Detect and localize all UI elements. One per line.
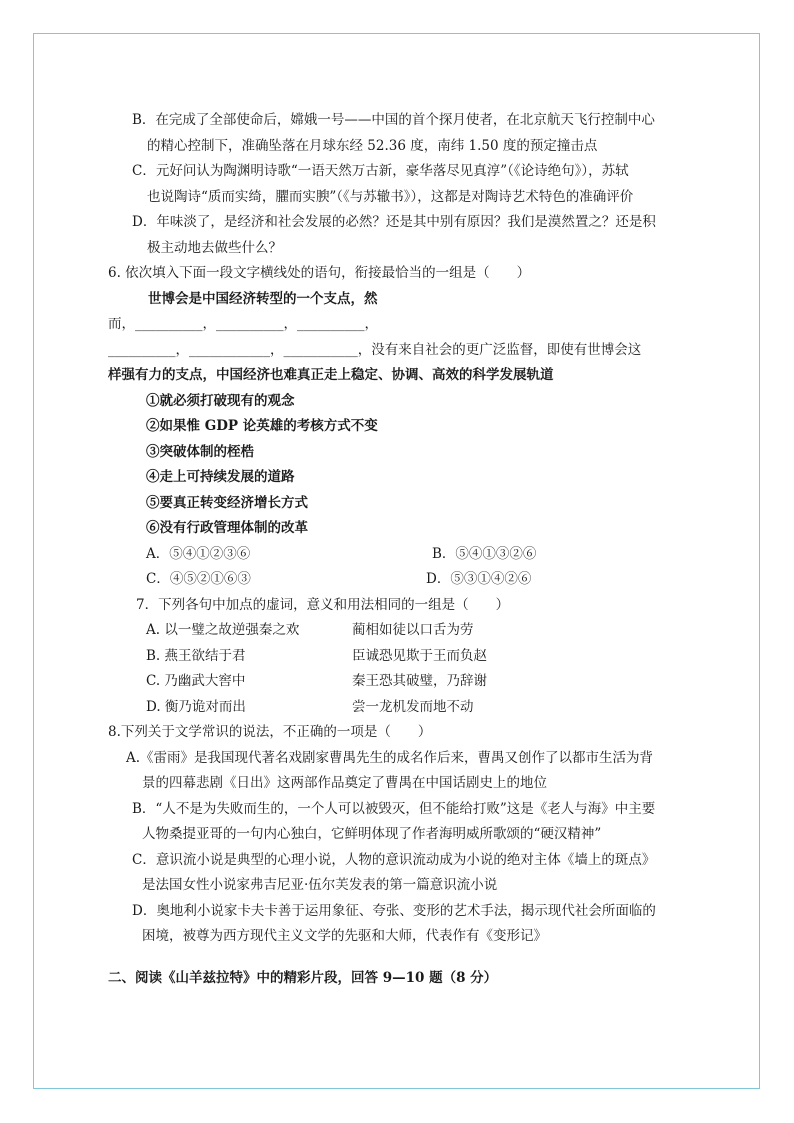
q6-option-b: B．⑤④①③②⑥ xyxy=(432,545,537,562)
q6-passage-line4: 样强有力的支点，中国经济也难真正走上稳定、协调、高效的科学发展轨道 xyxy=(108,367,554,383)
q6-passage-line3: __________，____________，___________，没有来自社会的更广泛监督，即使有世博会这 xyxy=(108,341,642,358)
q7-c-right: 秦王恐其破璧，乃辞谢 xyxy=(352,673,487,689)
q8-option-b-line2: 人物桑提亚哥的一句内心独白，它鲜明体现了作者海明威所歌颂的“硬汉精神” xyxy=(142,826,602,842)
q7-stem: 7．下列各句中加点的虚词，意义和用法相同的一组是（ ） xyxy=(136,596,510,613)
q7-a-left: A. 以一璧之故逆强秦之欢 xyxy=(146,622,300,638)
q8-option-c-line1: C．意识流小说是典型的心理小说，人物的意识流动成为小说的绝对主体《墙上的斑点》 xyxy=(132,851,656,868)
q7-c-left: C. 乃幽武大窖中 xyxy=(146,673,246,689)
q6-options-row1 xyxy=(112,542,682,568)
q5-option-d-line2: 极主动地去做些什么？ xyxy=(147,239,282,256)
q6-option-a: A．⑤④①②③⑥ xyxy=(146,545,251,562)
q7-b-right: 臣诚恐见欺于王而负赵 xyxy=(352,647,487,664)
q8-option-d-line2: 困境，被尊为西方现代主义文学的先驱和大师，代表作有《变形记》 xyxy=(142,928,547,944)
q6-passage-line2: 而，__________，__________，__________， xyxy=(108,316,378,332)
q5-option-b-line1: B．在完成了全部使命后，嫦娥一号——中国的首个探月使者，在北京航天飞行控制中心 xyxy=(132,112,655,128)
q6-passage-line1: 世博会是中国经济转型的一个支点，然 xyxy=(148,290,378,307)
section-spacer xyxy=(112,950,682,966)
q7-d-right: 尝一龙机发而地不动 xyxy=(352,698,474,715)
q6-item-4: ④走上可持续发展的道路 xyxy=(146,469,295,485)
q6-item-3: ③突破体制的桎梏 xyxy=(146,443,254,460)
q5-option-b-line2: 的精心控制下，准确坠落在月球东经 52.36 度，南纬 1.50 度的预定撞击点 xyxy=(147,137,598,154)
q8-option-c-line2: 是法国女性小说家弗吉尼亚·伍尔芙发表的第一篇意识流小说 xyxy=(142,877,498,893)
q8-option-a-line1: A.《雷雨》是我国现代著名戏剧家曹禺先生的成名作后来，曹禺又创作了以都市生活为背 xyxy=(126,749,654,766)
q8-option-b-line1: B．“人不是为失败而生的，一个人可以被毁灭，但不能给打败”这是《老人与海》中主要 xyxy=(132,800,656,817)
q8-option-a-line2: 景的四幕悲剧《日出》这两部作品奠定了曹禺在中国话剧史上的地位 xyxy=(142,775,547,791)
q6-stem: 6. 依次填入下面一段文字横线处的语句，衔接最恰当的一组是（ ） xyxy=(108,265,531,281)
q6-option-d: D．⑤③①④②⑥ xyxy=(426,571,532,587)
q6-item-6: ⑥没有行政管理体制的改革 xyxy=(146,520,308,536)
q7-row-a xyxy=(112,618,682,644)
q7-row-c xyxy=(112,669,682,695)
q8-stem: 8.下列关于文学常识的说法，不正确的一项是（ ） xyxy=(108,724,432,740)
q7-a-right: 蔺相如徒以口舌为劳 xyxy=(352,622,474,638)
q6-item-5: ⑤要真正转变经济增长方式 xyxy=(146,494,308,511)
document-body xyxy=(108,108,682,991)
q7-row-d xyxy=(112,695,682,721)
q5-option-c-line1: C．元好问认为陶渊明诗歌“一语天然万古新，豪华落尽见真淳”（《论诗绝句》），苏轼 xyxy=(132,163,629,179)
q7-d-left: D. 衡乃诡对而出 xyxy=(146,698,246,715)
q6-options-row2 xyxy=(112,567,682,593)
q8-option-d-line1: D．奥地利小说家卡夫卡善于运用象征、夸张、变形的艺术手法，揭示现代社会所面临的 xyxy=(132,902,656,919)
q6-option-c: C．④⑤②①⑥③ xyxy=(146,571,251,587)
q5-option-c-line2: 也说陶诗“质而实绮，臞而实腴”（《与苏辙书》），这都是对陶诗艺术特色的准确评价 xyxy=(147,188,634,205)
q7-row-b xyxy=(112,644,682,670)
q6-item-2: ②如果惟 GDP 论英雄的考核方式不变 xyxy=(146,418,378,434)
q5-option-d-line1: D．年味淡了，是经济和社会发展的必然？还是其中别有原因？我们是漠然置之？还是积 xyxy=(132,214,656,230)
q6-item-1: ①就必须打破现有的观念 xyxy=(146,392,295,409)
q7-b-left: B. 燕王欲结于君 xyxy=(146,647,246,664)
section2-heading: 二、阅读《山羊兹拉特》中的精彩片段，回答 9—10 题（8 分） xyxy=(108,969,498,986)
